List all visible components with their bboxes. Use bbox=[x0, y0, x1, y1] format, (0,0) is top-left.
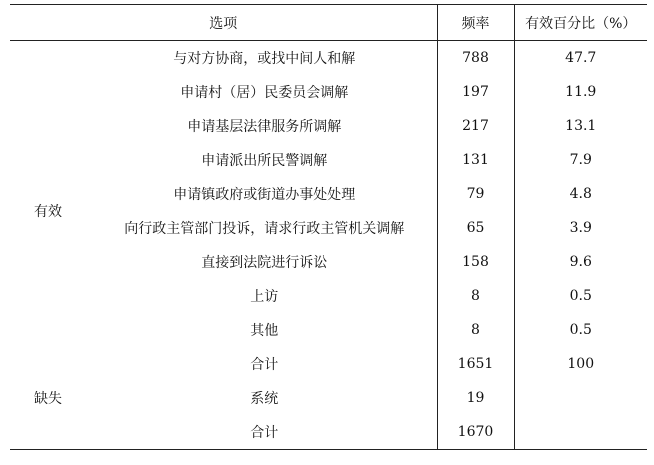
row-percent: 47.7 bbox=[514, 41, 647, 76]
row-percent: 13.1 bbox=[514, 109, 647, 143]
header-option: 选项 bbox=[209, 15, 238, 32]
table-row bbox=[10, 245, 647, 279]
table-row-total bbox=[10, 415, 647, 450]
table-row bbox=[10, 143, 647, 177]
row-frequency: 79 bbox=[437, 177, 514, 211]
row-frequency: 65 bbox=[437, 211, 514, 245]
row-percent-empty bbox=[514, 381, 647, 415]
row-option: 申请村（居）民委员会调解 bbox=[180, 85, 349, 101]
missing-group-label: 缺失 bbox=[34, 391, 62, 407]
row-frequency: 131 bbox=[437, 143, 514, 177]
row-percent: 7.9 bbox=[514, 143, 647, 177]
row-option: 系统 bbox=[250, 391, 279, 407]
row-frequency: 1670 bbox=[437, 415, 514, 450]
row-option: 申请基层法律服务所调解 bbox=[187, 119, 342, 135]
row-frequency: 788 bbox=[437, 41, 514, 76]
empty-group-cell bbox=[10, 415, 92, 450]
row-percent: 11.9 bbox=[514, 75, 647, 109]
frequency-table bbox=[10, 4, 647, 450]
row-frequency: 158 bbox=[437, 245, 514, 279]
table-row bbox=[10, 347, 647, 381]
row-percent: 4.8 bbox=[514, 177, 647, 211]
table-row bbox=[10, 279, 647, 313]
valid-group-label: 有效 bbox=[34, 204, 62, 220]
row-percent: 3.9 bbox=[514, 211, 647, 245]
row-frequency: 1651 bbox=[437, 347, 514, 381]
table-row bbox=[10, 211, 647, 245]
row-option: 申请镇政府或街道办事处处理 bbox=[173, 187, 356, 203]
row-percent: 0.5 bbox=[514, 313, 647, 347]
row-option: 其他 bbox=[250, 323, 279, 339]
row-frequency: 197 bbox=[437, 75, 514, 109]
row-option: 向行政主管部门投诉，请求行政主管机关调解 bbox=[124, 221, 405, 237]
table-header-row bbox=[10, 5, 647, 41]
table-row bbox=[10, 177, 647, 211]
row-percent-empty bbox=[514, 415, 647, 450]
row-option: 合计 bbox=[250, 425, 279, 441]
row-frequency: 8 bbox=[437, 313, 514, 347]
table-row bbox=[10, 313, 647, 347]
row-percent: 0.5 bbox=[514, 279, 647, 313]
row-option: 直接到法院进行诉讼 bbox=[201, 255, 328, 271]
row-frequency: 8 bbox=[437, 279, 514, 313]
header-valid-percent: 有效百分比（%） bbox=[514, 5, 647, 41]
row-option: 与对方协商，或找中间人和解 bbox=[173, 51, 356, 67]
row-frequency: 217 bbox=[437, 109, 514, 143]
row-option: 上访 bbox=[250, 289, 279, 305]
table-row-missing bbox=[10, 381, 647, 415]
row-percent: 100 bbox=[514, 347, 647, 381]
table-row bbox=[10, 41, 647, 76]
row-option: 申请派出所民警调解 bbox=[201, 153, 328, 169]
table-row bbox=[10, 109, 647, 143]
row-percent: 9.6 bbox=[514, 245, 647, 279]
table-row bbox=[10, 75, 647, 109]
row-frequency: 19 bbox=[437, 381, 514, 415]
row-option: 合计 bbox=[250, 357, 279, 373]
header-frequency: 频率 bbox=[437, 5, 514, 41]
